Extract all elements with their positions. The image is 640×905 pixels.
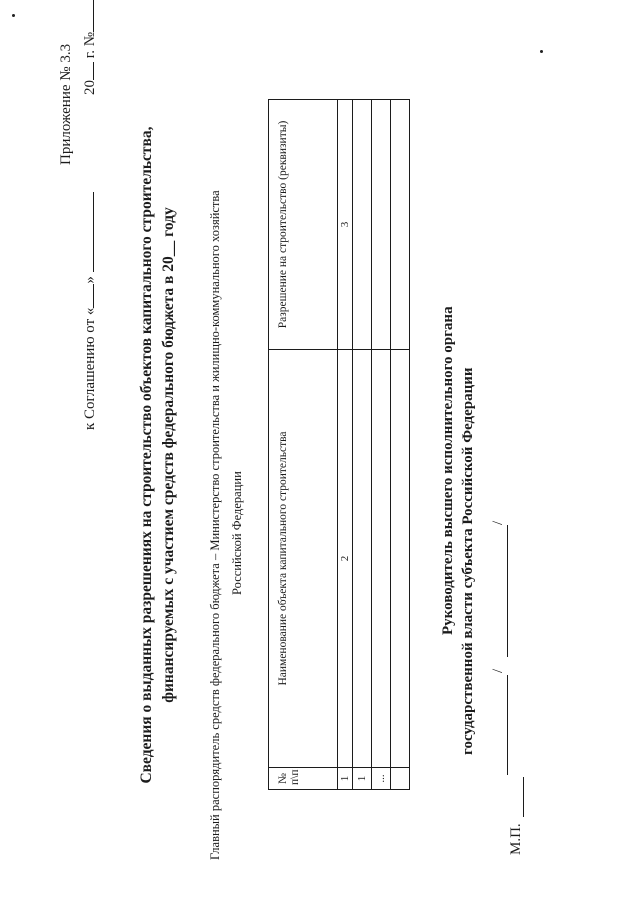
header-permit: Разрешение на строительство (реквизиты)	[269, 100, 338, 350]
number-blank	[93, 0, 94, 32]
stamp-line	[522, 777, 524, 817]
scan-speck	[540, 50, 543, 53]
document-title-line-1: Сведения о выданных разрешениях на строительство объектов капитального строительства,	[138, 126, 155, 784]
table-cell: 1	[353, 768, 372, 790]
budget-administrator-line-2: Российской Федерации	[230, 471, 244, 595]
table-cell	[391, 100, 410, 350]
agreement-mid: »	[82, 276, 98, 284]
signatory-title-line-1: Руководитель высшего исполнительного органа	[440, 306, 456, 635]
permits-table	[268, 99, 410, 790]
table-cell	[372, 100, 391, 350]
table-row	[353, 100, 372, 790]
month-blank	[93, 192, 94, 272]
table-cell: ...	[372, 768, 391, 790]
signature-separator: /	[490, 520, 506, 525]
day-blank	[93, 284, 94, 308]
appendix-label: Приложение № 3.3	[58, 43, 74, 165]
signature-separator: /	[490, 668, 506, 673]
table-row	[391, 100, 410, 790]
agreement-prefix: к Соглашению от «	[82, 307, 98, 430]
year-prefix: 20	[82, 80, 98, 95]
table-cell	[353, 100, 372, 350]
signature-line	[506, 675, 508, 775]
column-number-row	[338, 100, 353, 790]
scan-speck	[12, 14, 15, 17]
document-title-line-2: финансируемых с участием средств федерального бюджета в 20__ году	[160, 207, 177, 703]
header-object-name: Наименование объекта капитального строительства	[269, 350, 338, 768]
table-header-row	[269, 100, 338, 790]
column-number-cell: 1	[338, 768, 353, 790]
budget-administrator-line-1: Главный распорядитель средств федерального бюджета – Министерство строительства и жилищно-коммунального хозяйства	[208, 190, 222, 860]
agreement-date-number	[82, 0, 99, 95]
table-cell	[391, 350, 410, 768]
column-number-cell: 2	[338, 350, 353, 768]
stamp-place-label: М.П.	[508, 823, 524, 855]
header-number: № п\п	[269, 768, 338, 790]
table-cell	[372, 350, 391, 768]
name-line	[506, 525, 508, 657]
year-blank	[93, 62, 94, 80]
signatory-title-line-2: государственной власти субъекта Российской Федерации	[460, 367, 476, 755]
agreement-reference	[82, 192, 99, 430]
table-cell	[353, 350, 372, 768]
table-cell	[391, 768, 410, 790]
column-number-cell: 3	[338, 100, 353, 350]
table-row	[372, 100, 391, 790]
year-suffix: г. №	[82, 31, 98, 59]
